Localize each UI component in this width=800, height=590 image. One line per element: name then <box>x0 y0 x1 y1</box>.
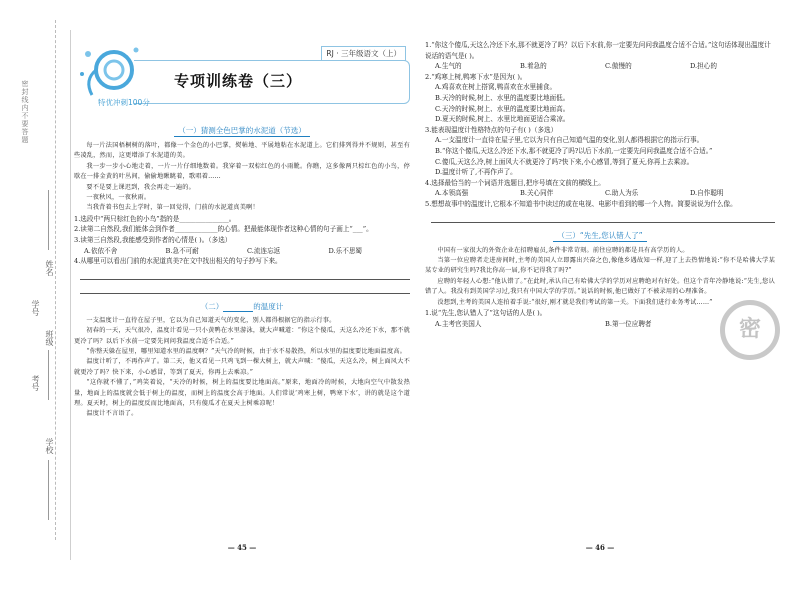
option[interactable]: B.关心同伴 <box>520 189 554 198</box>
passage-paragraph: 要不是要上课迟到，我会再走一遍的。 <box>86 183 195 191</box>
option[interactable]: C.流连忘返 <box>247 246 281 255</box>
question-2: 2.读第二自然段,我们能体会到作者_____________的心情。把最能体现作者这种心情的句子画上“___”。 <box>74 225 373 234</box>
option[interactable]: D.担心的 <box>690 62 717 71</box>
header-band <box>74 40 410 118</box>
option[interactable]: B.天冷的时候,树上、水里的温度要比地面低。 <box>435 93 570 102</box>
option[interactable]: A.主考官美国人 <box>435 319 482 328</box>
option[interactable]: D.温度计听了,不再作声了。 <box>435 168 517 177</box>
student-id-label: 学号 <box>31 300 40 316</box>
section-3-heading: （三）“先生,您认错人了” <box>425 230 775 242</box>
section-3-passage <box>425 246 775 308</box>
section-2-heading: （二） 的温度计 <box>200 301 284 311</box>
passage-paragraph: 初春的一天，天气很冷，温度计看见一只小黄鸭在水里游泳，就大声喊道：“你这个傻瓜，天这么冷还下水，那不就更冷了吗？以后下水前一定要先问问我温度合适不合适。” <box>74 327 410 345</box>
option[interactable]: A.本领高强 <box>435 189 469 198</box>
grade-tag: RJ · 三年级语文（上） <box>321 46 406 61</box>
watermark-seal: 密 <box>720 300 780 360</box>
page-number: — 46 — <box>585 543 615 552</box>
question-4: 4.从哪里可以看出门前的水泥道真美?在文中找出相关的句子抄写下来。 <box>74 257 282 266</box>
option[interactable]: C.天冷的时候,树上、水里的温度要比地面高。 <box>435 104 570 113</box>
name-label: 姓名 <box>45 260 54 276</box>
question-1: 1.“你这个傻瓜,天这么冷还下水,那不就更冷了吗？以后下水前,你一定要先问问我温度合适不合适。”这句话体现出温度计说话的语气是( )。 <box>425 41 771 60</box>
page-title: 专项训练卷（三） <box>174 72 303 90</box>
page-number: — 45 — <box>227 543 257 552</box>
option[interactable]: C.傲慢的 <box>605 62 632 71</box>
option[interactable]: D.夏天的时候,树上、水里比地面更适合乘凉。 <box>435 115 570 124</box>
question-1-options <box>425 61 775 72</box>
school-label: 学校 <box>45 438 54 454</box>
passage-paragraph: 温度计听了，不再作声了。第二天，他又看见一只鸡飞到一棵大树上，就大声喊：“傻瓜，天这么冷，树上面风大不就更冷了吗？快下来，小心感冒，等到了夏天，你再上去乘凉。” <box>74 358 410 376</box>
passage-paragraph: 应聘的年轻人心想:“他认错了。”在此时,承认自己有哈佛大学的学历对应聘绝对有好处。但这个青年冷静地说:“先生,您认错了人。我没有到美国学习过,我只有中国大学的学历。”说话的时候,他已做好了不被录用的心理准备。 <box>425 277 775 296</box>
binding-margin <box>0 20 70 540</box>
school-field[interactable] <box>48 460 49 520</box>
answer-line[interactable] <box>431 212 775 223</box>
class-label: 班级 <box>45 330 54 346</box>
option[interactable]: C.助人为乐 <box>605 189 639 198</box>
title-blank[interactable] <box>223 311 253 312</box>
question-3: 3.读第三自然段,我能感受到作者的心情是( )。（多选） <box>74 236 232 245</box>
passage-paragraph: 当第一位应聘者走进房间时,主考的美国人立即露出兴奋之色,像他乡遇故知一样,迎了上去热情地说:“你不是哈佛大学某某专业的研究生吗?我比你高一届,你不记得我了吗?” <box>425 256 775 275</box>
answer-line[interactable] <box>80 269 410 280</box>
option[interactable]: A.一支温度计一直待在屋子里,它以为只有自己知道气温的变化,别人都得根据它的指示行事。 <box>435 136 704 145</box>
passage-paragraph: 中国有一家很大的外资企业在招聘雇员,条件非常苛刻。前往应聘的都是具有高学历的人。 <box>437 246 689 254</box>
option[interactable]: A.依依不舍 <box>84 246 118 255</box>
section-2-passage <box>74 316 410 420</box>
passage-paragraph: 一支温度计一直待在屋子里，它以为自己知道天气的变化，别人都得根据它的指示行事。 <box>86 316 336 324</box>
question-1: 1.选段中“两只棕红色的小鸟”指的是_______________。 <box>74 214 236 223</box>
class-field[interactable] <box>48 350 49 400</box>
passage-paragraph: “你整天躲在屋里，哪里知道水里的温度啊？”天气冷的时候，由于水不易散热，所以水里的温度要比地面温度高。 <box>86 348 407 356</box>
passage-paragraph: 每一片法国梧桐树的落叶，都像一个金色的小巴掌，熨帖地、平展地粘在水泥道上。它们排列得并不规则，甚至有些凌乱，然而，这更增添了水泥道的美。 <box>74 142 410 160</box>
question-3-options <box>74 246 410 257</box>
option[interactable]: B.“你这个傻瓜,天这么冷还下水,那不就更冷了吗?以后下水前,一定要先问问我温度合适不合适。” <box>435 146 713 155</box>
section-3-question-1: 1.说“先生,您认错人了”这句话的人是( )。 <box>425 308 547 317</box>
passage-paragraph: 没想到,主考的美国人连拍着手说:“很好,刚才就是我们考试的第一关。下面我们进行业务考试……” <box>437 298 713 306</box>
section-1-heading: （一）猜测全色巴掌的水泥道（节选） <box>74 125 410 137</box>
option[interactable]: A.鸡喜欢在树上搭窝,鸭喜欢在水里捕食。 <box>435 83 557 92</box>
exam-id-label: 考号 <box>31 375 40 391</box>
option[interactable]: B.第一位应聘者 <box>605 319 652 328</box>
right-page <box>425 40 775 560</box>
seal-note: 密封线内不要答题 <box>21 80 29 144</box>
option[interactable]: D.乐不思蜀 <box>328 246 363 255</box>
option[interactable]: B.急不可耐 <box>165 246 199 255</box>
question-4-options <box>425 188 775 199</box>
page-edge-line <box>70 30 71 560</box>
question-4: 4.选择最恰当的一个词语并选题目,把序号填在文前的横线上。 <box>425 178 605 187</box>
question-3: 3.能表现温度计性格特点的句子有( )（多选） <box>425 125 558 134</box>
question-2: 2.“鸡寒上树,鸭寒下水”是因为( )。 <box>425 72 527 81</box>
left-page <box>74 40 410 560</box>
answer-line[interactable] <box>80 283 410 294</box>
passage-paragraph: 温度计不言语了。 <box>86 410 138 418</box>
question-5: 5.想想故事中的温度计,它根本不知道书中读过的或在电视、电影中看到的哪一个人物。简要说说为什么像。 <box>425 199 737 208</box>
option[interactable]: D.自作聪明 <box>690 189 724 198</box>
page-subtitle: 特优冲刺100分 <box>98 98 150 107</box>
option[interactable]: A.生气的 <box>435 62 462 71</box>
option[interactable]: B.着急的 <box>520 62 547 71</box>
section-1-passage <box>74 141 410 214</box>
option[interactable]: C.傻瓜,天这么冷,树上面风大不就更冷了吗?快下来,小心感冒,等到了夏天,你再上去乘凉。 <box>435 157 694 166</box>
passage-paragraph: 我一步一步小心地走着，一片一片仔细地数着。我穿着一双棕红色的小雨靴。你瞧，这多像两只棕红色的小鸟，停歇在一排金黄的叶丛间，偷偷地瞅眺着，歌唱着…… <box>74 162 410 181</box>
passage-paragraph: 一夜秋风，一夜秋雨。 <box>86 194 151 202</box>
name-field[interactable] <box>48 190 49 250</box>
passage-paragraph: “这你就不懂了，”鸡笑着说，“天冷的时候，树上的温度要比地面高。”原来，地面冷的时候，大地向空气中散发热量，地面上的温度就会低于树上的温度，而树上的温度会高于地面。人们常说‘鸡寒上树，鸭寒下水’，讲的就是这个道理。夏天时，树上的温度反而比地面高，只有傻瓜才在夏天上树乘凉呢！ <box>74 379 410 408</box>
passage-paragraph: 当我背着书包去上学时，第一回觉得，门前的水泥道真美啊！ <box>86 204 259 212</box>
seal-line <box>55 20 56 540</box>
